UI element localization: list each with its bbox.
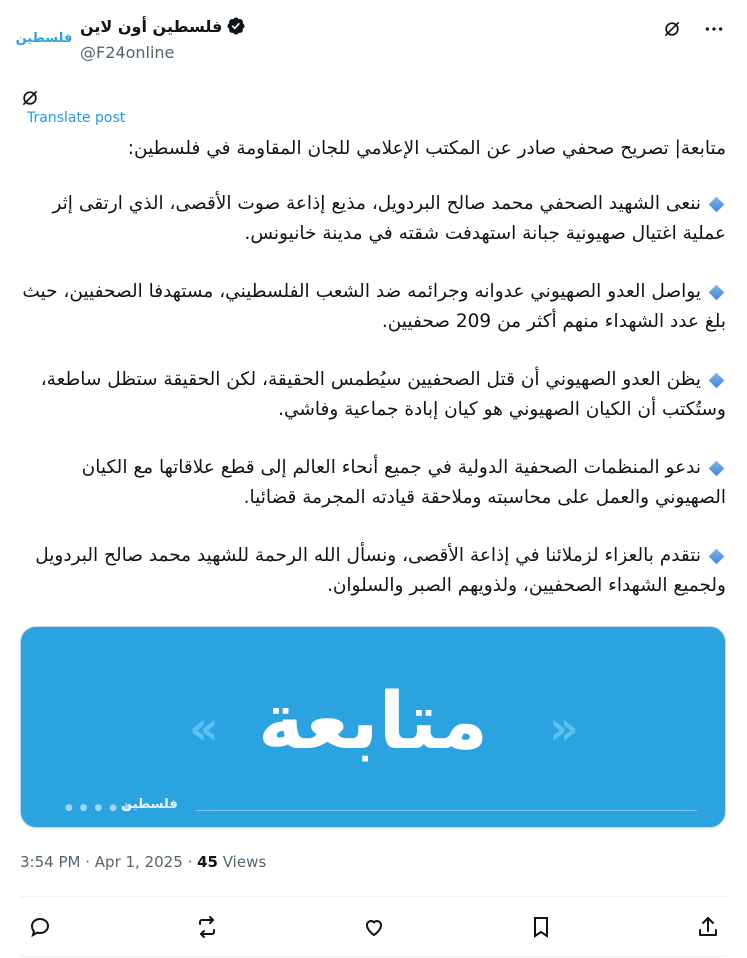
- chevron-left-icon: «: [189, 701, 219, 755]
- post-paragraph: ندعو المنظمات الصحفية الدولية في جميع أنحاء العالم إلى قطع علاقاتها مع الكيان الصهيوني والعمل على محاسبته وملاحقة قيادته المجرمة قضائيا.: [81, 457, 726, 508]
- verified-badge-icon: [226, 16, 246, 36]
- post-paragraph: يواصل العدو الصهيوني عدوانه وجرائمه ضد الشعب الفلسطيني، مستهدفا الصحفيين، حيث بلغ عدد الشهداء منهم أكثر من 209 صحفيين.: [22, 281, 726, 332]
- like-icon[interactable]: [360, 913, 388, 941]
- media-divider: [196, 810, 697, 811]
- post-intro: متابعة| تصريح صحفي صادر عن المكتب الإعلامي للجان المقاومة في فلسطين:: [127, 138, 726, 159]
- more-options-icon[interactable]: [703, 18, 725, 40]
- translate-post-link[interactable]: Translate post: [27, 110, 126, 126]
- meta-separator: ·: [187, 853, 198, 871]
- views-count: 45: [197, 853, 218, 871]
- retweet-icon[interactable]: [193, 913, 221, 941]
- post-time[interactable]: 3:54 PM: [20, 853, 81, 871]
- avatar[interactable]: [15, 14, 73, 62]
- translate-grok-icon: [20, 88, 40, 108]
- blue-diamond-icon: [709, 372, 725, 388]
- grok-icon[interactable]: [661, 18, 683, 40]
- post-meta: [20, 853, 266, 871]
- divider: [20, 956, 727, 957]
- views-label: Views: [222, 853, 267, 871]
- top-actions: [661, 18, 725, 40]
- avatar-logo-text: فلسطين: [15, 30, 73, 46]
- chevron-right-icon: »: [549, 701, 579, 755]
- post-text: [22, 134, 726, 629]
- media-title: متابعة: [257, 677, 489, 767]
- post-date[interactable]: Apr 1, 2025: [94, 853, 183, 871]
- blue-diamond-icon: [709, 548, 725, 564]
- social-icons: ● ● ● ● ●: [65, 803, 134, 813]
- action-bar: [26, 913, 722, 941]
- reply-icon[interactable]: [26, 913, 54, 941]
- meta-separator: ·: [85, 853, 95, 871]
- blue-diamond-icon: [709, 196, 725, 212]
- bookmark-icon[interactable]: [527, 913, 555, 941]
- media-brand-logo: فلسطين: [121, 797, 178, 812]
- post-media-image[interactable]: [20, 626, 726, 828]
- post-paragraph: يظن العدو الصهيوني أن قتل الصحفيين سيُطمس الحقيقة، لكن الحقيقة ستظل ساطعة، وستُكتب أن الكيان الصهيوني هو كيان إبادة جماعية وفاشي.: [40, 369, 726, 420]
- blue-diamond-icon: [709, 460, 725, 476]
- author-handle[interactable]: @F24online: [80, 43, 175, 62]
- divider: [20, 896, 727, 897]
- author-display-name[interactable]: فلسطين أون لاين: [80, 16, 223, 36]
- post-paragraph: نتقدم بالعزاء لزملائنا في إذاعة الأقصى، ونسأل الله الرحمة للشهيد محمد صالح البردويل ولجميع الشهداء الصحفيين، ولذويهم الصبر والسلوان.: [35, 545, 726, 596]
- share-icon[interactable]: [694, 913, 722, 941]
- post-paragraph: ننعى الشهيد الصحفي محمد صالح البردويل، مذيع إذاعة صوت الأقصى، الذي ارتقى إثر عملية اغتيال صهيونية جبانة استهدفت شقته في مدينة خانيونس.: [52, 193, 726, 244]
- author-name-row[interactable]: [80, 16, 246, 36]
- blue-diamond-icon: [709, 284, 725, 300]
